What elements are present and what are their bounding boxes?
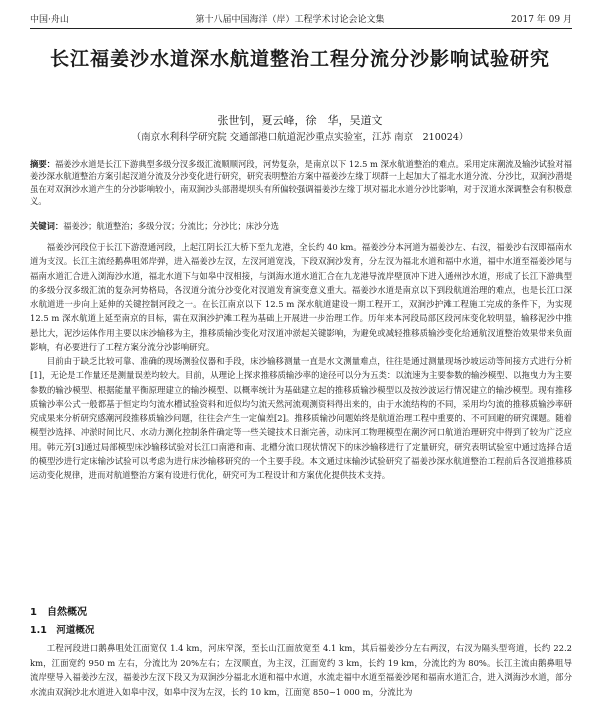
intro-paragraph-2: 目前由于缺乏比较可靠、准确的现场测验仪器和手段，床沙输移测量一直是水文测量难点，往往是通过测量现场沙坡运动等间接方式进行分析[1]，无论是工作量还是测量误差均较大。目前，从理论上探求推移质输沙率的途径可以分为五类：以流速为主要参数的输沙模型、以拖曳力为主要参数的输沙模型、根据能量平衡原理建立的输沙模型、以概率统计为基础建立起的推移质输沙模型以及按沙波运行情况建立的输沙模型。现有推移质输沙率公式一般都基于恒定均匀流水槽试验资料和近似均匀流天然河流观测资料得出来的，由于水流结构的不同，采用均匀流的推移质输沙率研究成果来分析研究感潮河段推移质输沙问题，往往会产生一定偏差[2]。推移质输沙问题始终是航道治理工程中重要的、不可回避的研究课题。随着模型沙选择、冲淤时间比尺、水动力测化控制条件确定等一些关键技术日渐完善，动床河工物理模型在潮汐河口航道治理研究中得到了较为广泛应用。韩元芳[3]通过局部模型床沙输移试验对长江口南港和南、北槽分流口现状情况下的床沙输移进行了定量研究，研究表明试验室中通过选择合适的模型沙进行定床输沙试验可以考虑为进行床沙输移研究的一个主要手段。本文通过床输沙试验研究了福姜沙深水航道整治工程前后各汊道推移质运动变化规律，进而对航道整治方案有设进行优化，研究可为工程设计和方案优化提供技术支持。: [30, 356, 572, 480]
keywords-text: 福姜沙；航道整治；多级分汊；分流比；分沙比；床沙分选: [63, 221, 279, 231]
affiliation: （南京水利科学研究院 交通部港口航道泥沙重点实验室，江苏 南京 210024）: [131, 132, 469, 143]
introduction-body: [30, 240, 572, 482]
header-rule: [30, 28, 572, 29]
header-proceedings: 第十八届中国海洋（岸）工程学术讨论会论文集: [195, 14, 385, 25]
paper-title: 长江福姜沙水道深水航道整治工程分流分沙影响试验研究: [49, 48, 550, 70]
abstract: [30, 158, 572, 207]
running-header: [30, 10, 572, 26]
keywords: [30, 220, 572, 232]
river-overview-body: [30, 641, 572, 699]
header-location: 中国·舟山: [30, 14, 69, 25]
header-date: 2017 年 09 月: [511, 14, 572, 25]
section-heading-1: 1 自然概况: [30, 607, 87, 618]
keywords-label: 关键词：: [30, 221, 64, 231]
river-paragraph-1: 工程河段进口鹅鼻咀处江面宽仅 1.4 km，河床窄深，至长山江面放宽至 4.1 km，其后福姜沙分左右两汊，右汊为隔头型弯道，长约 22.2 km，江面宽约 950 m 左右，分流比为 20%左右；左汊顺直，为主汊，江面宽约 3 km，长约 19 km，分流比约为 80%。长江主流由鹅鼻咀导流岸壁导入福姜沙左汊，福姜沙左汊下段又为双涧沙分福北水道和福中水道，水流走福中水道至福姜沙尾和福南水道汇合，进入浏海沙水道，部分水流由双涧沙北水道进入如皋中汊，如皋中汊为左汊，长约 10 km，江面宽 850~1 000 m，分流比为: [30, 643, 572, 697]
abstract-label: 摘要：: [30, 159, 55, 169]
authors: 张世钊，夏云峰，徐 华，吴道文: [217, 114, 383, 127]
subsection-heading-1-1: 1.1 河道概况: [30, 625, 95, 636]
intro-paragraph-1: 福姜沙河段位于长江下游澄通河段，上起江阴长江大桥下至九龙港，全长约 40 km。福姜沙分本河道为福姜沙左、右汊，福姜沙右汊即福南水道为支汊。长江主流经鹅鼻咀郊岸弹，进入福姜沙左汊，左汊河道宽浅，下段双涧沙发育，分左汊为福北水道和福中水道，福中水道至福姜沙尾与福南水道汇合进入浏海沙水道，福北水道下与如皋中汊相接，与浏海水道水道汇合在九龙港导流岸壁顶冲下进入通州沙水道，形成了长江下游典型的多级分汊多级汇流的复杂河势格局，各汊道分流分沙变化对汊道发育演变意义重大。福姜沙水道是南京以下到段航道治理的难点，也是长江口深水航道进一步向上延伸的关键控制河段之一。在长江南京以下 12.5 m 深水航道建设一期工程开工，双涧沙护滩工程施工完成的条件下，为实现 12.5 m 深水航道上延至南京的目标，需在双涧沙护滩工程为基础上开展进一步治理工作。历年来本河段局部区段河床变化较明显，输移泥沙中推悬比大，泥沙运体作用主要以床沙输移为主，推移质输沙变化对汊道冲淤起关键影响，为避免或减轻推移质输沙变化给通航汊道整治效果带来负面影响，有必要进行了工程方案分流分沙影响研究。: [30, 242, 572, 352]
abstract-text: 福姜沙水道是长江下游典型多级分汊多级汇流顺顺河段，河势复杂，是南京以下 12.5 m 深水航道整治的难点。采用定床潮流及输沙试验对福姜沙深水航道整治方案引起汊道分流及分沙变化进行研究，研究表明整治方案中福姜沙左缘丁坝群一上起加大了福北水道分流、分沙比，双涧沙潜堤虽在对双涧沙水道产生的分沙影响较小，南双涧沙头部潜堤坝头有所偏较强调福姜沙左缘丁坝对福北水道分沙比影响，对于汊道水深调整会有积极意义。: [30, 159, 572, 206]
